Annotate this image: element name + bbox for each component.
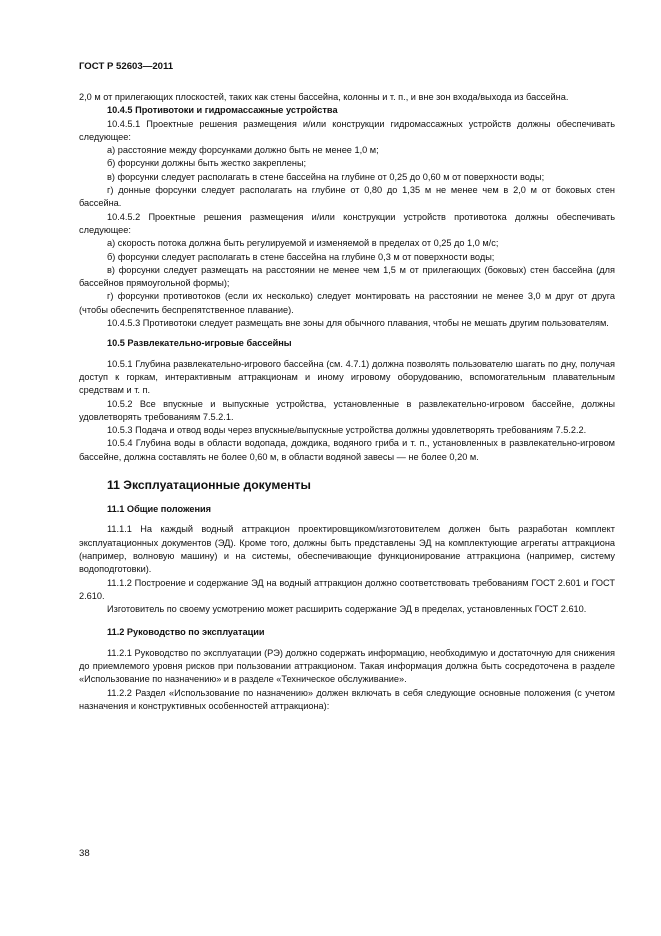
paragraph: 10.4.5.2 Проектные решения размещения и/или конструкции устройств противотока должны обеспечивать следующее: — [79, 211, 615, 235]
paragraph: Изготовитель по своему усмотрению может расширить содержание ЭД в пределах, установленных ГОСТ 2.610. — [107, 604, 587, 615]
section-heading-11-2: 11.2 Руководство по эксплуатации — [107, 627, 265, 638]
list-item: г) донные форсунки следует располагать на глубине от 0,80 до 1,35 м не менее чем в 2,0 м от боковых стен бассейна. — [79, 185, 615, 209]
paragraph: 11.1.2 Построение и содержание ЭД на водный аттракцион должно соответствовать требованиям ГОСТ 2.601 и ГОСТ 2.610. — [79, 577, 615, 601]
section-heading-11: 11 Эксплуатационные документы — [107, 478, 311, 493]
paragraph: 10.5.1 Глубина развлекательно-игрового бассейна (см. 4.7.1) должна позволять пользователю шагать по дну, получая доступ к горкам, интерактивным аттракционам и иному игровому оборудованию, вспомогательным плавательным средствам и т. п. — [79, 358, 615, 396]
page-number: 38 — [79, 848, 90, 859]
paragraph: 10.5.3 Подача и отвод воды через впускные/выпускные устройства должны удовлетворять требованиям 7.5.2.2. — [107, 425, 587, 436]
document-body — [79, 91, 615, 713]
section-heading-10-4-5: 10.4.5 Противотоки и гидромассажные устройства — [107, 105, 338, 116]
list-item: а) скорость потока должна быть регулируемой и изменяемой в пределах от 0,25 до 1,0 м/с; — [107, 238, 499, 249]
list-item: а) расстояние между форсунками должно быть не менее 1,0 м; — [107, 145, 379, 156]
list-item: г) форсунки противотоков (если их несколько) следует монтировать на расстоянии не менее 3,0 м друг от друга (чтобы обеспечить беспрепятственное плавание). — [79, 291, 615, 315]
list-item: б) форсунки следует располагать в стене бассейна на глубине 0,3 м от поверхности воды; — [107, 251, 495, 262]
section-heading-11-1: 11.1 Общие положения — [107, 504, 212, 515]
paragraph: 11.2.2 Раздел «Использование по назначению» должен включать в себя следующие основные положения (с учетом назначения и конструктивных особенностей аттракциона): — [79, 687, 615, 711]
paragraph: 10.5.2 Все впускные и выпускные устройства, установленные в развлекательно-игровом бассейне, должны удовлетворять требованиям 7.5.2.1. — [79, 398, 615, 422]
list-item: в) форсунки следует размещать на расстоянии не менее чем 1,5 м от прилегающих (боковых) стен бассейна (для бассейнов прямоугольной формы); — [79, 264, 615, 289]
paragraph: 10.4.5.1 Проектные решения размещения и/или конструкции гидромассажных устройств должны обеспечивать следующее: — [79, 118, 615, 142]
paragraph: 2,0 м от прилегающих плоскостей, таких как стены бассейна, колонны и т. п., и вне зон входа/выхода из бассейна. — [79, 92, 569, 102]
paragraph: 10.5.4 Глубина воды в области водопада, дождика, водяного гриба и т. п., установленных в развлекательно-игровом бассейне, должна составлять не более 0,60 м, в области водяной завесы — не более 0,20 м. — [79, 438, 615, 462]
section-heading-10-5: 10.5 Развлекательно-игровые бассейны — [107, 338, 292, 349]
paragraph: 11.2.1 Руководство по эксплуатации (РЭ) должно содержать информацию, необходимую и достаточную для снижения до приемлемого уровня рисков при пользовании аттракционом. Такая информация должна быть сосредоточена в разделе «Использование по назначению» и в разделе «Техническое обслуживание». — [79, 647, 615, 685]
list-item: б) форсунки должны быть жестко закреплены; — [107, 158, 307, 169]
paragraph: 10.4.5.3 Противотоки следует размещать вне зоны для обычного плавания, чтобы не мешать другим пользователям. — [107, 318, 609, 329]
page-header: ГОСТ Р 52603—2011 — [79, 61, 174, 72]
list-item: в) форсунки следует располагать в стене бассейна на глубине от 0,25 до 0,60 м от поверхности воды; — [107, 171, 545, 182]
paragraph: 11.1.1 На каждый водный аттракцион проектировщиком/изготовителем должен быть разработан комплект эксплуатационных документов (ЭД). Кроме того, должны быть представлены ЭД на комплектующие агрегаты аттракциона (например, волновую машину) и на системы, обеспечивающие функционирование аттракциона (например, систему водоподготовки). — [79, 524, 615, 575]
